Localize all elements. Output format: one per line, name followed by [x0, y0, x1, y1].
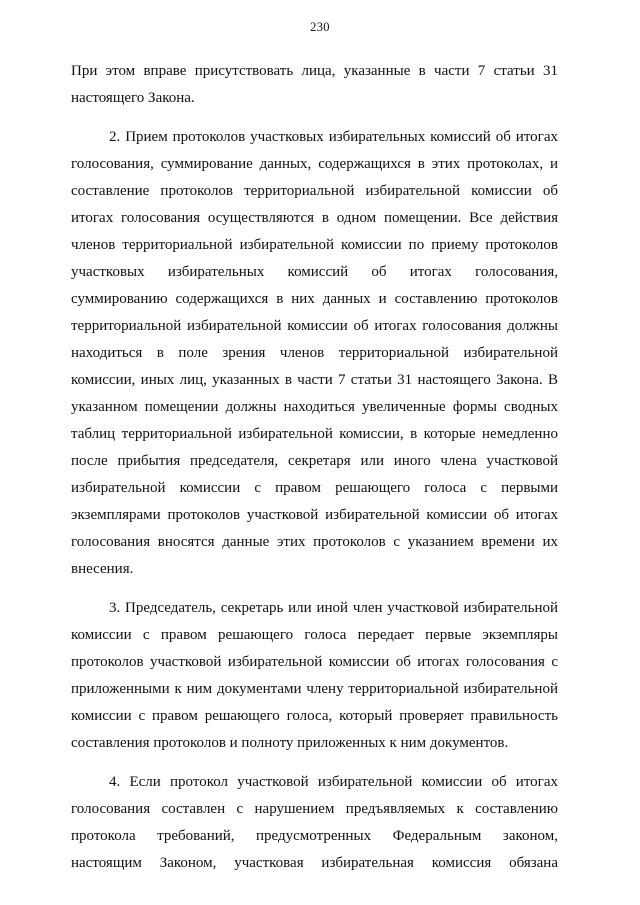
- paragraph-continuation: [71, 58, 558, 112]
- text-line: составление протоколов территориальной избирательной комиссии об: [71, 183, 558, 199]
- paragraph-3: [71, 595, 558, 757]
- text-line: 3. Председатель, секретарь или иной член участковой избирательной: [109, 600, 558, 616]
- text-line: При этом вправе присутствовать лица, указанные в части 7 статьи 31: [71, 63, 558, 79]
- text-line: голосования вносятся данные этих протоколов с указанием времени их: [71, 534, 558, 550]
- text-line: голосования составлен с нарушением предъявляемых к составлению: [71, 801, 558, 817]
- page-number: 230: [310, 20, 330, 34]
- text-line: составления протоколов и полноту приложенных к ним документов.: [71, 735, 509, 751]
- text-line: 4. Если протокол участковой избирательной комиссии об итогах: [109, 774, 558, 790]
- document-body: [71, 58, 558, 877]
- text-line: настоящего Закона.: [71, 90, 195, 106]
- text-line: 2. Прием протоколов участковых избирательных комиссий об итогах: [109, 129, 558, 145]
- text-line: избирательной комиссии с правом решающего голоса с первыми: [71, 480, 558, 496]
- text-line: приложенными к ним документами члену территориальной избирательной: [71, 681, 558, 697]
- text-line: голосования, суммирование данных, содержащихся в этих протоколах, и: [71, 156, 558, 172]
- text-line: после прибытия председателя, секретаря или иного члена участковой: [71, 453, 558, 469]
- text-line: настоящим Законом, участковая избирательная комиссия обязана: [71, 855, 558, 871]
- paragraph-2: [71, 124, 558, 583]
- text-line: протоколов участковой избирательной комиссии об итогах голосования с: [71, 654, 558, 670]
- text-line: суммированию содержащихся в них данных и составлению протоколов: [71, 291, 558, 307]
- paragraph-4: [71, 769, 558, 877]
- text-line: внесения.: [71, 561, 134, 577]
- text-line: указанном помещении должны находиться увеличенные формы сводных: [71, 399, 558, 415]
- text-line: участковых избирательных комиссий об итогах голосования,: [71, 264, 558, 280]
- text-line: членов территориальной избирательной комиссии по приему протоколов: [71, 237, 558, 253]
- text-line: протокола требований, предусмотренных Федеральным законом,: [71, 828, 558, 844]
- text-line: находиться в поле зрения членов территориальной избирательной: [71, 345, 558, 361]
- text-line: территориальной избирательной комиссии об итогах голосования должны: [71, 318, 558, 334]
- text-line: комиссии с правом решающего голоса передает первые экземпляры: [71, 627, 558, 643]
- text-line: экземплярами протоколов участковой избирательной комиссии об итогах: [71, 507, 558, 523]
- text-line: итогах голосования осуществляются в одном помещении. Все действия: [71, 210, 558, 226]
- text-line: комиссии, иных лиц, указанных в части 7 статьи 31 настоящего Закона. В: [71, 372, 558, 388]
- text-line: комиссии с правом решающего голоса, который проверяет правильность: [71, 708, 558, 724]
- text-line: таблиц территориальной избирательной комиссии, в которые немедленно: [71, 426, 558, 442]
